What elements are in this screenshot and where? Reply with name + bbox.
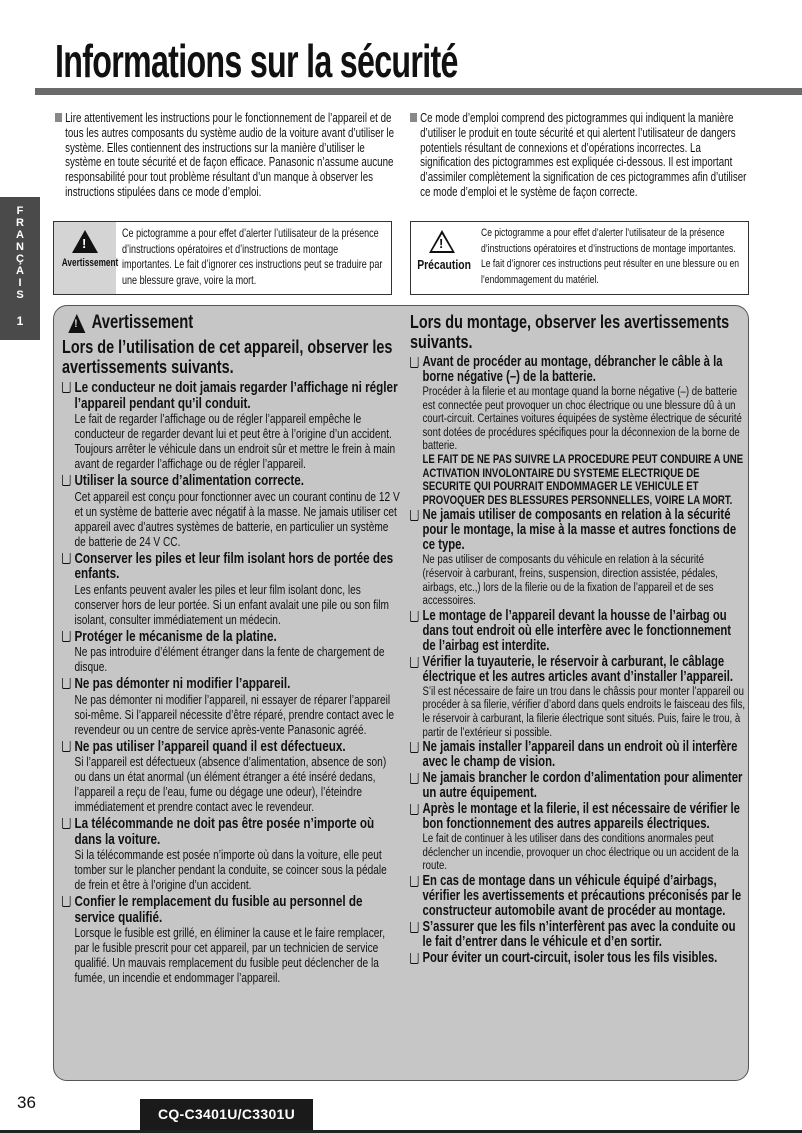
checkbox-bullet-icon [62, 741, 70, 752]
model-label: CQ-C3401U/C3301U [140, 1099, 313, 1133]
warning-item-body: Si l’appareil est défectueux (absence d’alimentation, absence de son) ou dans un état anormal (un élément étranger a été inséré dedans, l’appareil a reçu de l’eau, fume ou dégage une odeur), l’éteindre immédiatement et prendre contact avec le revendeur. [74, 754, 387, 814]
warning-item [62, 739, 400, 815]
warning-item-body: Cet appareil est conçu pour fonctionner avec un courant continu de 12 V et un système de batterie avec négatif à la masse. Ne jamais utiliser cet appareil avec d’autres systèmes de batterie, en particulier un système de batterie de 24 V CC. [74, 488, 400, 549]
warning-item [410, 920, 746, 950]
warning-item [410, 740, 746, 770]
warning-item-title [410, 655, 746, 685]
warning-item-title [410, 508, 746, 553]
warning-item-title [62, 894, 400, 925]
language-section-number: 1 [16, 314, 24, 328]
language-letter: A [16, 265, 24, 277]
bullet-square-icon [55, 113, 62, 122]
language-letter: S [16, 289, 24, 301]
warning-triangle-icon: ! [68, 314, 85, 333]
checkbox-bullet-icon [410, 357, 418, 368]
checkbox-bullet-icon [62, 678, 70, 689]
installation-warnings-column [410, 312, 746, 966]
language-tab [0, 197, 40, 340]
caution-text: Ce pictogramme a pour effet d’alerter l’utilisateur de la présence d’instructions opératoires et d’instructions de montage importantes. Le fait d’ignorer ces instructions peut résulter en une blessure ou en l’endommagement du matériel. [481, 227, 740, 286]
intro-left-text: Lire attentivement les instructions pour le fonctionnement de l’appareil et de tous les autres composants du système audio de la voiture avant d’utiliser le système. Elles contiennent des instructions sur la manière d’utiliser le système en toute sécurité et de façon efficace. Panasonic n’assume aucune responsabilité pour tout problème résultant d’un manque à observer les instructions stipulées dans ce mode d’emploi. [65, 111, 395, 199]
warning-item [62, 629, 400, 675]
warning-item-title-text: La télécommande ne doit pas être posée n’importe où dans la voiture. [74, 815, 375, 848]
warning-item-title-text: Après le montage et la filerie, il est nécessaire de vérifier le bon fonctionnement des autres appareils électriques. [422, 801, 740, 833]
warning-item-title [410, 802, 746, 832]
caution-pictogram-box [410, 221, 749, 295]
checkbox-bullet-icon [62, 896, 70, 907]
warning-item-caps-notice: LE FAIT DE NE PAS SUIVRE LA PROCEDURE PEUT CONDUIRE A UNE ACTIVATION INVOLONTAIRE DU SYSTEME ELECTRIQUE DE SECURITE QUI POURRAIT ENDOMMAGER LE VEHICULE ET PROVOQUER DES BLESSURES PERSONNELLES, VOIRE LA MORT. [422, 451, 744, 507]
warning-item-body: Ne pas démonter ni modifier l’appareil, ni essayer de réparer l’appareil soi-même. Si l’appareil nécessite d’être réparé, prendre contact avec le revendeur ou un centre de service après-vente Panasonic agréé. [74, 691, 395, 737]
warning-item-title-text: Ne pas démonter ni modifier l’appareil. [74, 675, 291, 692]
warning-item-title-text: Ne jamais utiliser de composants en relation à la sécurité pour le montage, la mise à la masse et autres fonctions de ce type. [422, 507, 737, 554]
installation-heading: Lors du montage, observer les avertissements suivants. [410, 311, 730, 352]
checkbox-bullet-icon [410, 510, 418, 521]
warning-item-title-text: Le montage de l’appareil devant la housse de l’airbag ou dans tout endroit où elle interfère avec le fonctionnement de l’airbag est interdite. [422, 607, 732, 654]
warning-item [410, 802, 746, 873]
checkbox-bullet-icon [62, 818, 70, 829]
warning-item [62, 676, 400, 737]
warning-item-title [410, 920, 746, 950]
warning-item [410, 951, 746, 966]
warning-label: Avertissement [61, 257, 119, 269]
warning-item-title [62, 629, 400, 645]
checkbox-bullet-icon [62, 631, 70, 642]
warning-item-title [410, 951, 746, 966]
bullet-square-icon [410, 113, 417, 122]
checkbox-bullet-icon [62, 382, 70, 393]
warning-item-title [410, 740, 746, 770]
warning-item-title [62, 739, 400, 755]
checkbox-bullet-icon [410, 804, 418, 815]
warning-item-title [62, 816, 400, 847]
caution-label: Précaution [417, 257, 471, 272]
warning-item-body: Ne pas introduire d’élément étranger dans la fente de chargement de disque. [74, 644, 385, 674]
warning-item-body: Procéder à la filerie et au montage quand la borne négative (–) de batterie est connectée peut provoquer un choc électrique ou une blessure dû à un court-circuit. Certaines voitures équipées de système électrique de sécurité sont dotées de procédures spécifiques pour la déconnexion de la borne de batterie. [422, 384, 742, 453]
checkbox-bullet-icon [410, 922, 418, 933]
language-letter: N [16, 241, 24, 253]
warning-header: Avertissement [91, 312, 194, 333]
warning-item [62, 380, 400, 471]
warning-item-body: Le fait de regarder l’affichage ou de régler l’appareil empêche le conducteur de regarder devant lui et peut être à l’origine d’un accident. Toujours arrêter le véhicule dans un endroit sûr et mettre le frein à main avant de regarder l’affichage ou de régler l’appareil. [74, 411, 396, 471]
intro-right [410, 111, 750, 200]
warning-item-title [62, 551, 400, 582]
usage-heading: Lors de l’utilisation de cet appareil, observer les avertissements suivants. [62, 336, 393, 377]
page-title: Informations sur la sécurité [55, 35, 458, 87]
warning-item-title [410, 874, 746, 919]
checkbox-bullet-icon [410, 773, 418, 784]
warning-item-title [62, 473, 400, 489]
language-letters [0, 205, 40, 301]
warning-item-body: S’il est nécessaire de faire un trou dans le châssis pour monter l’appareil ou procéder à sa filerie, vérifier d’abord dans quels endroits le faisceau des fils, le réservoir à carburant, la filerie électrique sont situés. Puis, faire le trou, à partir de l’extérieur si possible. [422, 683, 746, 739]
warning-pictogram-box [53, 221, 392, 295]
warning-item [410, 771, 746, 801]
warning-item-title-text: Le conducteur ne doit jamais regarder l’affichage ni régler l’appareil pendant qu’il conduit. [74, 379, 398, 412]
warning-item [62, 551, 400, 627]
warning-item-title-text: Protéger le mécanisme de la platine. [74, 627, 277, 645]
checkbox-bullet-icon [410, 953, 418, 964]
page-number: 36 [17, 1093, 36, 1112]
warning-item-title-text: En cas de montage dans un véhicule équipé d’airbags, vérifier les avertissements et précautions préconisés par le constructeur automobile avant de procéder au montage. [422, 872, 742, 919]
warning-item [410, 609, 746, 654]
usage-warnings-column [62, 312, 400, 985]
checkbox-bullet-icon [410, 611, 418, 622]
title-rule [35, 88, 802, 95]
warning-item-body: Les enfants peuvent avaler les piles et leur film isolant donc, les conserver hors de leur portée. Si un enfant avalait une pile ou son film isolant, consulter immédiatement un médecin. [74, 581, 390, 627]
checkbox-bullet-icon [62, 475, 70, 486]
warning-item [62, 473, 400, 549]
warning-triangle-icon: ! [72, 230, 98, 253]
warning-item [62, 894, 400, 985]
warning-item-title [62, 676, 400, 692]
warning-item-title-text: S’assurer que les fils n’interfèrent pas avec la conduite ou le fait d’entrer dans le véhicule et d’en sortir. [422, 918, 736, 950]
caution-triangle-icon: ! [429, 230, 455, 253]
warning-item-body: Ne pas utiliser de composants du véhicule en relation à la sécurité (réservoir à carburant, freins, suspension, direction assistée, pédales, airbags, etc.,) lors de la filerie ou de la fixation de l’appareil et de ses accessoires. [422, 552, 718, 608]
warning-item-title [62, 380, 400, 411]
language-letter: F [16, 205, 24, 217]
warning-item-title-text: Ne pas utiliser l’appareil quand il est défectueux. [74, 737, 346, 755]
warning-item-body: Lorsque le fusible est grillé, en éliminer la cause et le faire remplacer, par le fusible prescrit pour cet appareil, par un technicien de service qualifié. Un mauvais remplacement du fusible peut déclencher de la fumée, un incendie et endommager l’appareil. [74, 925, 386, 985]
language-letter: A [16, 229, 24, 241]
warning-item-title [410, 771, 746, 801]
warning-item [62, 816, 400, 892]
warning-item-body: Si la télécommande est posée n’importe où dans la voiture, elle peut tomber sur le plancher pendant la conduite, se coincer sous la pédale de frein et être à l’origine d’un accident. [74, 847, 387, 892]
checkbox-bullet-icon [62, 553, 70, 564]
warning-item-title-text: Conserver les piles et leur film isolant hors de portée des enfants. [74, 549, 394, 582]
warning-item [410, 355, 746, 507]
warning-item-title-text: Utiliser la source d’alimentation correcte. [74, 472, 305, 489]
warning-item [410, 508, 746, 607]
language-letter: Ç [16, 253, 24, 265]
warning-item-title-text: Ne jamais installer l’appareil dans un endroit où il interfère avec le champ de vision. [422, 739, 738, 771]
warning-item-title-text: Ne jamais brancher le cordon d’alimentation pour alimenter un autre équipement. [422, 770, 743, 802]
intro-right-text: Ce mode d’emploi comprend des pictogrammes qui indiquent la manière d’utiliser le produit en toute sécurité et qui alertent l’utilisateur de dangers potentiels résultant de connexions et d’opérations incorrectes. La signification des pictogrammes est expliquée ci-dessous. Il est important d’assimiler complètement la signification de ces pictogrammes afin d’utiliser ce mode d’emploi et le système de façon correcte. [420, 111, 747, 199]
warning-item-title-text: Pour éviter un court-circuit, isoler tous les fils visibles. [422, 949, 718, 966]
warning-item-title [410, 355, 746, 385]
language-letter: I [18, 277, 22, 289]
warning-item-body: Le fait de continuer à les utiliser dans des conditions anormales peut déclencher un incendie, provoquer un choc électrique ou un accident de la route. [422, 831, 739, 873]
checkbox-bullet-icon [410, 657, 418, 668]
warning-text: Ce pictogramme a pour effet d’alerter l’utilisateur de la présence d’instructions opératoires et d’instructions de montage importantes. Le fait d’ignorer ces instructions peut se traduire par une blessure grave, voire la mort. [122, 227, 383, 287]
warning-item-title-text: Vérifier la tuyauterie, le réservoir à carburant, le câblage électrique et les autres articles avant d’installer l’appareil. [422, 653, 734, 685]
warning-item-title [410, 609, 746, 654]
warning-item-title-text: Avant de procéder au montage, débrancher le câble à la borne négative (–) de la batterie. [422, 354, 723, 385]
warning-item [410, 655, 746, 739]
warning-item [410, 874, 746, 919]
warning-item-title-text: Confier le remplacement du fusible au personnel de service qualifié. [74, 893, 363, 926]
checkbox-bullet-icon [410, 742, 418, 753]
checkbox-bullet-icon [410, 876, 418, 887]
intro-left [55, 111, 400, 200]
language-letter: R [16, 217, 24, 229]
